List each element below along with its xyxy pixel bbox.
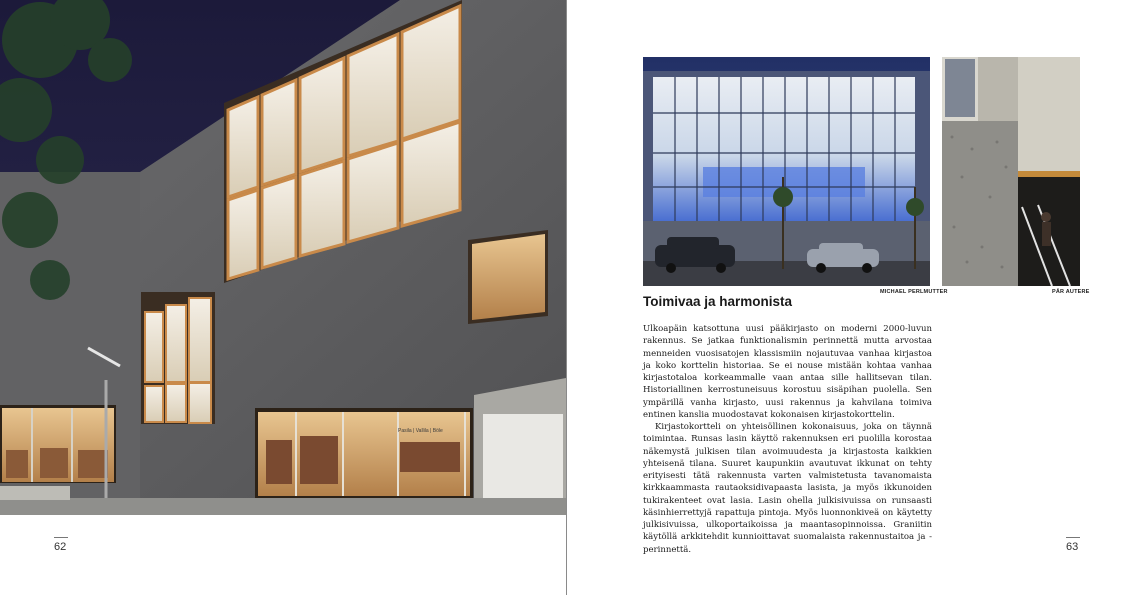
photo-credit-2: PÄR AUTERE — [1052, 289, 1090, 295]
folio-rule-left — [54, 537, 68, 538]
paragraph-2: Kirjastokortteli on yhteisöllinen kokonaisuus, joka on täynnä toimintaa. Runsas lasin käyttö rakennuksen eri puolilla korostaa näkemystä julkisen tilan avoimuudesta ja kirjastosta kaikkien yhteisenä tilana. Suuret kaupunkiin avautuvat ikkunat on tehty erityisesti tätä rakennusta varten valmistetusta tavanomaista kirkkaammasta rautaoksidivapaasta lasista, ja myös ikkunoiden tukirakenteet ovat lasia. Lasin ohella julkisivuissa on runsaasti käsinhierrettyjä rapattuja pintoja. Myös luonnonkiveä on käytetty julkisivuissa, ulkoportaikoissa ja maantasopinnoissa. Graniitin käytöllä arkkitehdit kunnioittavat suomalaista rakennustaitoa ja -perinnettä. — [643, 422, 932, 555]
interior-sign-text: Pasila | Vallila | Böle — [398, 428, 443, 434]
photo-credit-1: MICHAEL PERLMUTTER — [880, 289, 948, 295]
page-number-left: 62 — [54, 541, 67, 553]
section-heading: Toimivaa ja harmonista — [643, 294, 793, 309]
folio-rule-right — [1066, 537, 1080, 538]
library-facade-night-photo — [643, 57, 930, 286]
body-text — [643, 323, 932, 556]
granite-entrance-photo — [942, 57, 1080, 286]
paragraph-1: Ulkoapäin katsottuna uusi pääkirjasto on moderni 2000-luvun rakennus. Se jatkaa funktionalismin perinnettä mutta arvostaa menneiden vuosisatojen klassismiin nojautuvaa vanhaa kirjastoa ja koko korttelin historiaa. Se ei nouse mistään kohtaa vanhaa kirjastotaloa korkeammalle vaan antaa sille hallitsevan tilan. Historiallinen kerrostuneisuus korostuu sisäpihan puolella. Sen ympärillä vanha kirjasto, uusi rakennus ja kahvilana toimiva entinen kanslia muodostavat kokonaisen kirjastokorttelin. — [643, 324, 932, 420]
spread-gutter — [566, 0, 567, 595]
library-exterior-night-photo — [0, 0, 566, 515]
page-number-right: 63 — [1066, 541, 1079, 553]
